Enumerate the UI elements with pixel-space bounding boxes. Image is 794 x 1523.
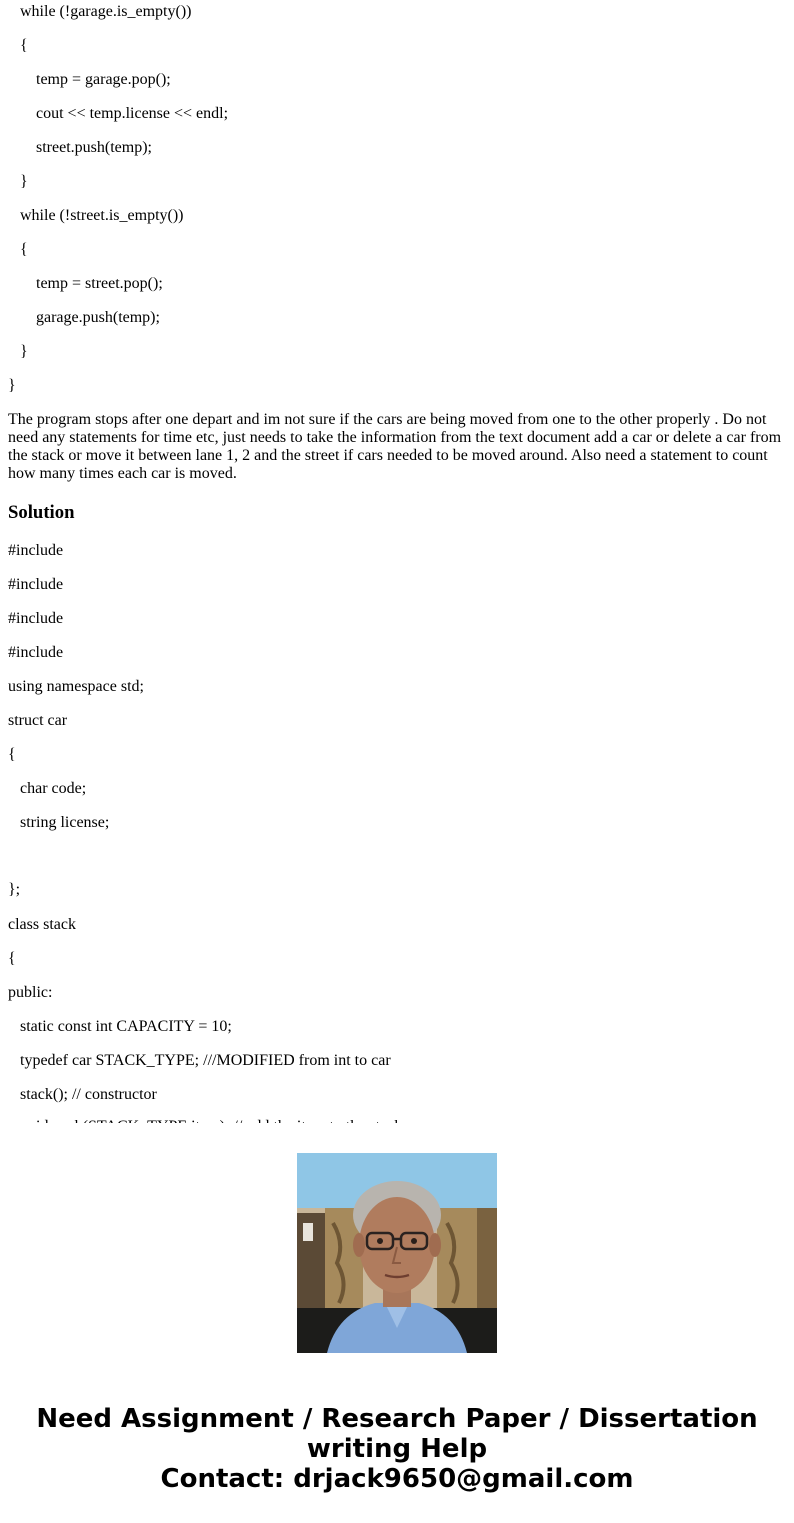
promo-line: Need Assignment / Research Paper / Dissertation [36, 1404, 758, 1434]
code-line: #include [8, 610, 64, 627]
code-line: class stack [8, 916, 76, 933]
code-line: } [8, 377, 16, 394]
code-line: } [20, 343, 28, 360]
promo-line: writing Help [306, 1434, 488, 1464]
code-line: struct car [8, 712, 68, 729]
code-line: { [20, 241, 28, 258]
code-line: #include [8, 542, 64, 559]
question-description: The program stops after one depart and im not sure if the cars are being moved from one to the other properly . Do not need any statements for time etc, just needs to take the information from the text document add a car or delete a car from the stack or move it between lane 1, 2 and the street if cars needed to be moved around. Also need a statement to count how many times each car is moved. [8, 411, 782, 482]
code-line: temp = garage.pop(); [36, 71, 171, 88]
code-line: string license; [20, 814, 110, 831]
code-line: using namespace std; [8, 678, 144, 695]
code-line: } [20, 173, 28, 190]
avatar-photo [297, 1153, 497, 1353]
code-line: { [8, 746, 16, 763]
code-line: #include [8, 576, 64, 593]
code-line: public: [8, 984, 53, 1001]
code-line: while (!garage.is_empty()) [20, 3, 192, 20]
code-line: garage.push(temp); [36, 309, 160, 326]
code-line: stack(); // constructor [20, 1086, 157, 1103]
code-line: street.push(temp); [36, 139, 152, 156]
code-line: { [20, 37, 28, 54]
promo-text [0, 1404, 794, 1494]
code-line: char code; [20, 780, 87, 797]
code-line: { [8, 950, 16, 967]
code-line: temp = street.pop(); [36, 275, 163, 292]
code-line: typedef car STACK_TYPE; ///MODIFIED from int to car [20, 1052, 391, 1069]
code-line: while (!street.is_empty()) [20, 207, 184, 224]
promo-contact: Contact: drjack9650@gmail.com [160, 1464, 634, 1494]
code-line: cout << temp.license << endl; [36, 105, 229, 122]
solution-heading: Solution [8, 502, 75, 523]
promo-banner [0, 1123, 794, 1523]
code-line: #include [8, 644, 64, 661]
code-line: }; [8, 881, 21, 898]
code-line: static const int CAPACITY = 10; [20, 1018, 232, 1035]
avatar [297, 1153, 497, 1353]
